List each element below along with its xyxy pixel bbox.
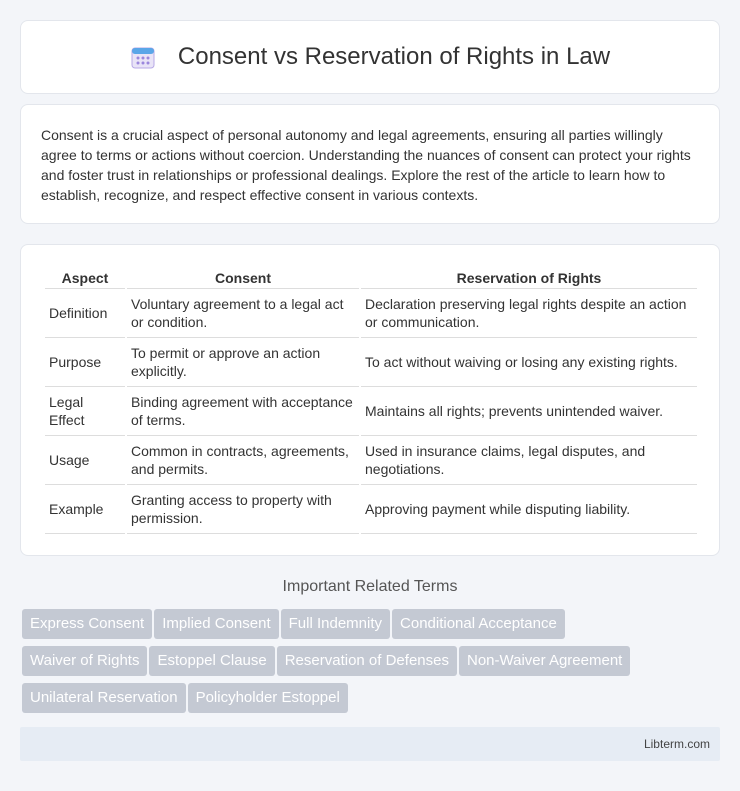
tag-implied-consent[interactable]: Implied Consent	[154, 609, 278, 639]
tag-estoppel-clause[interactable]: Estoppel Clause	[149, 646, 274, 676]
page-title: Consent vs Reservation of Rights in Law	[177, 43, 611, 70]
table-row	[45, 338, 697, 387]
table-row	[45, 387, 697, 436]
tag-waiver-of-rights[interactable]: Waiver of Rights	[22, 646, 147, 676]
row-consent: Common in contracts, agreements, and permits.	[127, 436, 359, 485]
footer-brand[interactable]: Libterm.com	[643, 737, 710, 751]
row-aspect: Usage	[45, 436, 125, 485]
calendar-icon	[130, 44, 156, 70]
tag-unilateral-reservation[interactable]: Unilateral Reservation	[22, 683, 186, 713]
footer	[20, 727, 720, 761]
header-consent: Consent	[127, 265, 359, 289]
tag-express-consent[interactable]: Express Consent	[22, 609, 152, 639]
row-aspect: Purpose	[45, 338, 125, 387]
table-row	[45, 436, 697, 485]
row-consent: Voluntary agreement to a legal act or condition.	[127, 289, 359, 338]
tag-policyholder-estoppel[interactable]: Policyholder Estoppel	[188, 683, 348, 713]
header-card	[20, 20, 720, 94]
row-reservation: To act without waiving or losing any existing rights.	[361, 338, 697, 387]
related-terms-title: Important Related Terms	[282, 578, 458, 595]
row-reservation: Approving payment while disputing liability.	[361, 485, 697, 534]
row-consent: Granting access to property with permission.	[127, 485, 359, 534]
tag-reservation-of-defenses[interactable]: Reservation of Defenses	[277, 646, 457, 676]
comparison-table	[43, 265, 699, 534]
row-reservation: Declaration preserving legal rights despite an action or communication.	[361, 289, 697, 338]
intro-card	[20, 104, 720, 224]
row-reservation: Maintains all rights; prevents unintended waiver.	[361, 387, 697, 436]
row-reservation: Used in insurance claims, legal disputes, and negotiations.	[361, 436, 697, 485]
row-consent: Binding agreement with acceptance of terms.	[127, 387, 359, 436]
related-tags	[22, 609, 722, 720]
intro-text: Consent is a crucial aspect of personal autonomy and legal agreements, ensuring all parties willingly agree to terms or actions without coercion. Understanding the nuances of consent can protect your rights and foster trust in relationships or professional dealings. Explore the rest of the article to learn how to establish, recognize, and respect effective consent in various contexts.	[41, 127, 691, 203]
header-aspect: Aspect	[45, 265, 125, 289]
row-consent: To permit or approve an action explicitly.	[127, 338, 359, 387]
table-row	[45, 485, 697, 534]
tag-conditional-acceptance[interactable]: Conditional Acceptance	[392, 609, 565, 639]
table-row	[45, 289, 697, 338]
tag-full-indemnity[interactable]: Full Indemnity	[281, 609, 390, 639]
row-aspect: Legal Effect	[45, 387, 125, 436]
header-reservation: Reservation of Rights	[361, 265, 697, 289]
row-aspect: Definition	[45, 289, 125, 338]
row-aspect: Example	[45, 485, 125, 534]
comparison-card	[20, 244, 720, 556]
tag-non-waiver-agreement[interactable]: Non-Waiver Agreement	[459, 646, 630, 676]
